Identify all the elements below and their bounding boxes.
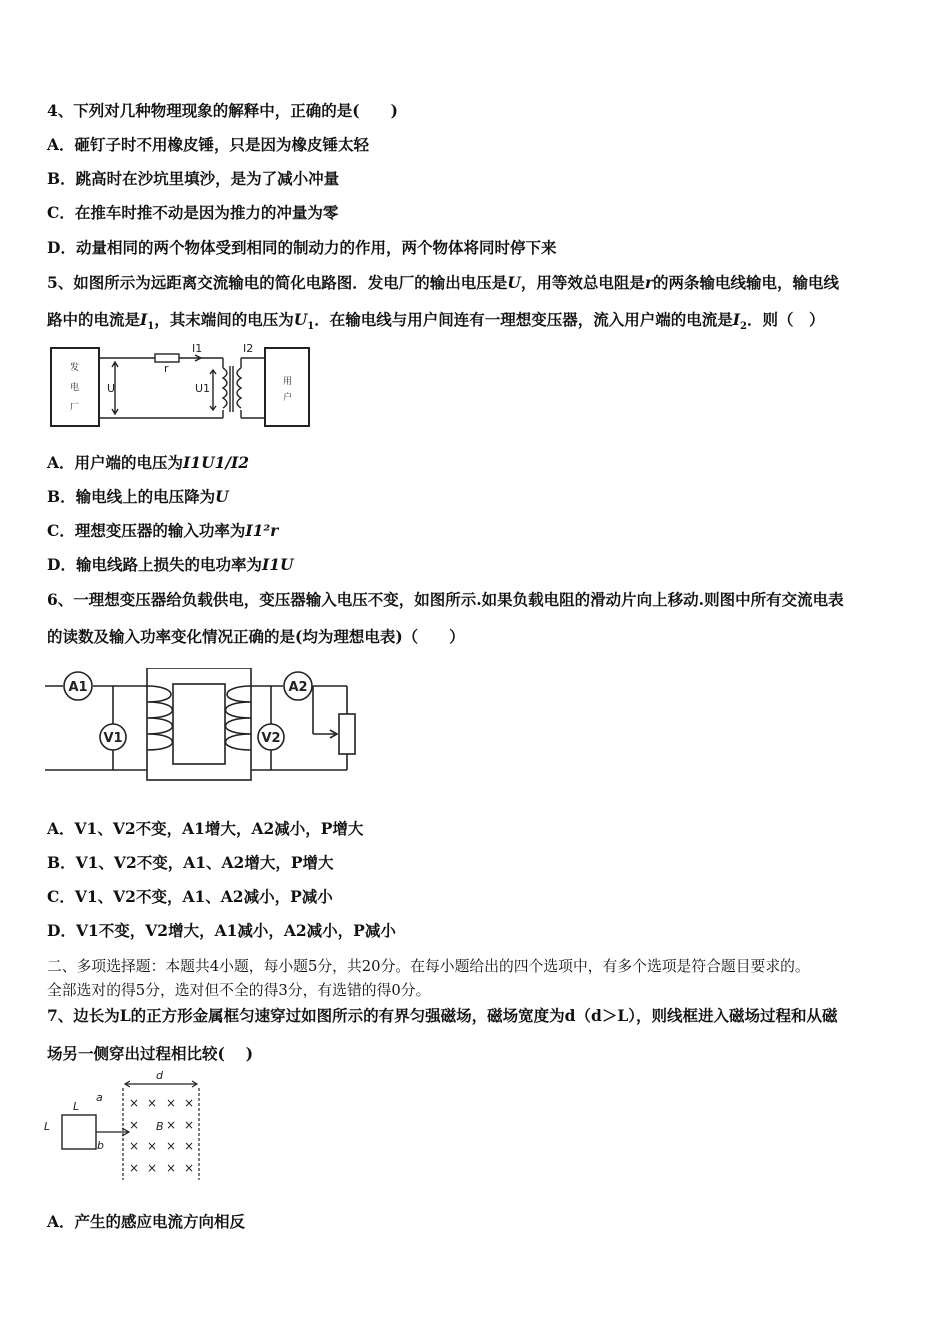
q5-option-text: D．输电线路上损失的电功率为 — [47, 555, 262, 574]
q4-option-c: C．在推车时推不动是因为推力的冲量为零 — [47, 203, 339, 222]
q7-magnetic-field-figure — [38, 1070, 218, 1185]
field-cross: × — [128, 1096, 140, 1110]
q4-option-d: D．动量相同的两个物体受到相同的制动力的作用，两个物体将同时停下来 — [47, 238, 557, 257]
primary-coil — [223, 368, 227, 408]
q5-sub: 1 — [147, 321, 155, 333]
q5-sub: 1 — [307, 321, 315, 333]
q5-var-I1: I — [140, 310, 148, 329]
section2-heading-line2: 全部选对的得5分，选对但不全的得3分，有选错的得0分。 — [47, 982, 431, 999]
q5-option-expr: U — [215, 487, 229, 506]
secondary-coil — [237, 368, 241, 408]
q4-option-a: A．砸钉子时不用橡皮锤，只是因为橡皮锤太轻 — [47, 135, 370, 154]
field-cross: × — [183, 1096, 195, 1110]
q5-option-d — [47, 554, 294, 576]
label-U1: U1 — [195, 382, 211, 395]
label-L-left: L — [44, 1120, 51, 1133]
label-d: d — [156, 1070, 163, 1082]
label-V1: V1 — [103, 731, 123, 746]
q5-option-text: B．输电线上的电压降为 — [47, 487, 216, 506]
field-cross: × — [128, 1161, 140, 1175]
q6-option-a: A．V1、V2不变，A1增大，A2减小，P增大 — [47, 819, 364, 838]
transformer-core-inner — [173, 684, 225, 764]
q5-var-U1: U — [293, 310, 308, 329]
q5-var-I2: I — [732, 310, 741, 329]
label-U: U — [107, 382, 116, 395]
q6-stem-line2: 的读数及输入功率变化情况正确的是(均为理想电表)（ ） — [47, 627, 465, 646]
field-cross: × — [183, 1118, 195, 1132]
field-cross: × — [146, 1139, 158, 1153]
q5-var-r: r — [644, 273, 654, 292]
square-frame — [62, 1115, 96, 1149]
resistor-r — [155, 354, 179, 362]
q5-text: ．在输电线与用户间连有一理想变压器，流入用户端的电流是 — [314, 310, 733, 329]
plant-label-2: 电 — [70, 383, 80, 393]
label-b: b — [97, 1139, 104, 1152]
q5-text: ，用等效总电阻是 — [520, 273, 645, 292]
q5-option-b — [47, 486, 229, 508]
field-cross: × — [165, 1139, 177, 1153]
label-L-top: L — [73, 1100, 80, 1113]
q6-option-b: B．V1、V2不变，A1、A2增大，P增大 — [47, 853, 334, 872]
q6-transformer-circuit-figure — [45, 668, 360, 782]
q5-option-expr: I1²r — [245, 521, 279, 540]
q5-text: 5、如图所示为远距离交流输电的简化电路图．发电厂的输出电压是 — [47, 273, 508, 292]
field-cross: × — [146, 1096, 158, 1110]
label-B: B — [156, 1120, 164, 1133]
label-a: a — [96, 1091, 103, 1104]
user-label-1: 用 — [283, 377, 293, 387]
q7-option-a: A．产生的感应电流方向相反 — [47, 1212, 246, 1231]
plant-label-1: 发 — [70, 363, 80, 373]
q5-text: ，其末端间的电压为 — [154, 310, 294, 329]
q5-text: 的两条输电线输电，输电线 — [653, 273, 840, 292]
field-cross: × — [165, 1161, 177, 1175]
q6-stem-line1: 6、一理想变压器给负载供电，变压器输入电压不变，如图所示.如果负载电阻的滑动片向上移动.则图中所有交流电表 — [47, 590, 844, 609]
q5-text: 路中的电流是 — [47, 310, 141, 329]
q4-stem: 4、下列对几种物理现象的解释中，正确的是( ) — [47, 101, 398, 120]
field-cross: × — [146, 1161, 158, 1175]
label-A2: A2 — [288, 680, 308, 695]
section2-heading-line1: 二、多项选择题：本题共4小题，每小题5分，共20分。在每小题给出的四个选项中，有多个选项是符合题目要求的。 — [47, 958, 810, 975]
q5-var-U: U — [507, 273, 521, 292]
q7-stem-line2: 场另一侧穿出过程相比较( ) — [47, 1044, 254, 1063]
q5-text: ．则（ ） — [747, 310, 825, 329]
q5-option-c — [47, 520, 278, 542]
q5-stem-line2 — [47, 309, 825, 338]
field-cross: × — [183, 1139, 195, 1153]
q6-option-c: C．V1、V2不变，A1、A2减小，P减小 — [47, 887, 333, 906]
label-r: r — [164, 362, 169, 375]
q5-option-expr: I1U — [261, 555, 294, 574]
q6-option-d: D．V1不变，V2增大，A1减小，A2减小，P减小 — [47, 921, 396, 940]
label-A1: A1 — [68, 680, 88, 695]
q5-option-expr: I1U1/I2 — [183, 453, 250, 472]
q5-option-text: C．理想变压器的输入功率为 — [47, 521, 246, 540]
q5-sub: 2 — [740, 321, 748, 333]
label-V2: V2 — [261, 731, 281, 746]
q4-option-b: B．跳高时在沙坑里填沙，是为了减小冲量 — [47, 169, 340, 188]
field-cross: × — [128, 1118, 140, 1132]
q5-option-a — [47, 452, 249, 474]
user-label-2: 户 — [283, 393, 293, 403]
secondary-winding — [226, 686, 252, 750]
field-cross: × — [165, 1118, 177, 1132]
label-I2: I2 — [243, 342, 254, 355]
load-rheostat — [339, 714, 355, 754]
q5-transmission-circuit-figure — [47, 340, 317, 436]
label-I1: I1 — [192, 342, 203, 355]
field-cross: × — [128, 1139, 140, 1153]
q5-option-text: A．用户端的电压为 — [47, 453, 184, 472]
magnetic-field-crosses — [129, 1096, 194, 1175]
q5-stem-line1 — [47, 272, 839, 294]
primary-winding — [147, 686, 173, 750]
q7-stem-line1: 7、边长为L的正方形金属框匀速穿过如图所示的有界匀强磁场，磁场宽度为d（d＞L），则线框进入磁场过程和从磁 — [47, 1006, 838, 1025]
field-cross: × — [183, 1161, 195, 1175]
field-cross: × — [165, 1096, 177, 1110]
plant-label-3: 厂 — [70, 403, 80, 413]
user-box — [265, 348, 309, 426]
